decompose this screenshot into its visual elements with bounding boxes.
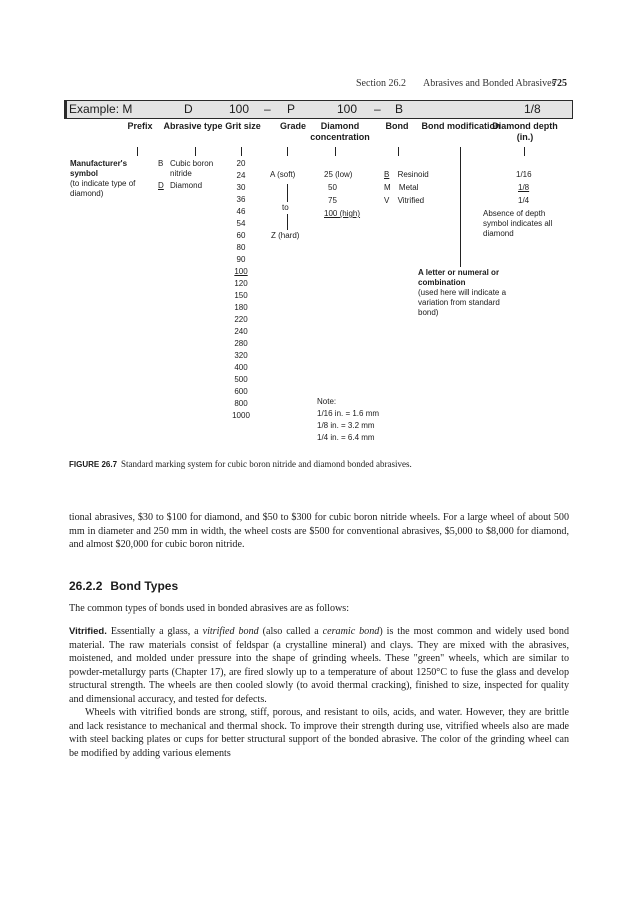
grit-size: 54 [236,219,246,228]
section-heading [69,579,186,593]
bond-stem [398,147,399,156]
vitrified-text-a: Essentially a glass, a [110,626,203,637]
conversion-note [317,397,379,445]
running-header-title: Abrasives and Bonded Abrasives [423,78,556,89]
depth-value: 1/16 [516,170,532,179]
col-prefix: Prefix [127,121,153,131]
example-bar [64,100,573,119]
vitrified-bond-term: vitrified bond [202,626,259,637]
bond-option-v [384,196,424,206]
grit-stem [241,147,242,156]
col-bond: Bond [385,121,409,131]
example-dash-2: – [374,102,381,116]
vitrified-text-c: ) is the most common and widely used bond material. The raw materials consist of feldspar (a crystalline mineral) and clays. They are mixed with the abrasives, moistened, and molded under pressure into the shape of grinding wheels. These "green" wheels, which are similar to powder-metallurgy parts (Chapter 17), are fired slowly up to a temperature of about 1250°C to fuse the glass and develop structural strength. The wheels are then cooled slowly (to avoid thermal cracking), finished to size, inspected for quality and dimensional accuracy, and tested for defects. [69,626,569,705]
abrasive-name-d: Diamond [170,181,203,190]
depth-value: 1/8 [518,183,530,192]
grit-size: 80 [236,243,246,252]
bond-option-b [384,170,429,180]
example-bond: B [395,102,404,116]
abrasive-code-b: B [158,159,164,168]
prefix-title: Manufacturer's symbol [70,159,128,178]
grit-size-list [226,158,256,422]
grit-size: 120 [234,279,248,288]
vitrified-text-b: (also called a [258,626,323,637]
vitrified-section [69,625,569,760]
grit-size: 600 [234,387,248,396]
concentration-high [324,209,360,219]
bond-name-m: Metal [398,183,419,192]
running-header-section: Section 26.2 [356,78,406,89]
vitrified-paragraph-2: Wheels with vitrified bonds are strong, stiff, porous, and resistant to oils, acids, and water. However, they are brittle and lack resistance to mechanical and thermal shock. To improve their strength during use, vitrified wheels also are made with steel backing plates or cups for better structural support of the bonded abrasive. The color of the grinding wheel can be modified by adding various elements [69,707,569,759]
vitrified-term: Vitrified. [69,626,107,637]
grade-stem-lower [287,214,288,230]
example-depth: 1/8 [524,102,541,116]
grade-hard: Z (hard) [271,231,300,240]
section-heading-number: 26.2.2 [69,579,103,593]
example-abrasive: D [184,102,193,116]
modification-title: A letter or numeral or combination [418,268,500,287]
grit-size: 220 [234,315,248,324]
figure-caption-label: FIGURE 26.7 [69,460,118,469]
grit-size: 46 [236,207,246,216]
bond-name-v: Vitrified [397,196,425,205]
prefix-stem [137,147,138,156]
grade-to: to [282,203,289,212]
bond-code-m: M [384,183,391,192]
modification-description [418,268,518,318]
bond-code-v: V [384,196,390,205]
bond-option-m [384,183,418,193]
concentration-stem [335,147,336,156]
concentration-high-label: 100 (high) [324,209,361,218]
grit-size: 60 [236,231,246,240]
abrasive-name-b: Cubic boron nitride [170,159,214,178]
grit-size: 30 [236,183,246,192]
grit-size: 20 [236,159,246,168]
abrasive-code-d: D [158,181,164,190]
bond-code-b: B [384,170,390,179]
modification-stem [460,147,461,267]
abrasive-stem [195,147,196,156]
depth-value: 1/4 [518,196,530,205]
concentration-value: 50 [328,183,337,192]
col-diamond-depth: Diamond depth (in.) [492,121,558,142]
grit-size: 400 [234,363,248,372]
grit-size: 150 [234,291,248,300]
col-bond-modification: Bond modification [421,121,501,131]
grit-size: 500 [234,375,248,384]
grit-size: 90 [236,255,246,264]
figure-caption-text: Standard marking system for cubic boron nitride and diamond bonded abrasives. [121,459,412,469]
ceramic-bond-term: ceramic bond [322,626,380,637]
grade-stem-upper [287,184,288,202]
example-grade: P [287,102,296,116]
note-line: 1/4 in. = 6.4 mm [317,433,375,442]
example-grit: 100 [229,102,250,116]
intro-text: tional abrasives, $30 to $100 for diamond, and $50 to $300 for cubic boron nitride wheels. For a large wheel of about 500 mm in diameter and 250 mm in width, the wheel costs are $500 for conventional abrasives, $5,000 to $8,000 for diamond, and almost $20,000 for cubic boron nitride. [69,512,569,550]
lead-paragraph [69,602,569,616]
col-diamond-concentration: Diamond concentration [310,121,370,142]
grit-size: 800 [234,399,248,408]
bond-name-b: Resinoid [397,170,429,179]
section-heading-title: Bond Types [110,579,179,593]
vitrified-paragraph-1 [69,625,569,706]
intro-paragraph [69,511,569,552]
note-line: 1/16 in. = 1.6 mm [317,409,380,418]
col-abrasive-type: Abrasive type [163,121,223,131]
grit-size: 1000 [232,411,250,420]
grit-size: 36 [236,195,246,204]
grit-size: 24 [236,171,246,180]
prefix-note: (to indicate type of diamond) [70,179,136,198]
modification-note: (used here will indicate a variation from standard bond) [418,288,507,317]
concentration-value: 75 [328,196,337,205]
grit-size: 180 [234,303,248,312]
example-dash-1: – [264,102,271,116]
figure-caption [69,458,569,471]
col-grade: Grade [279,121,306,131]
example-label: Example: M [69,102,133,116]
depth-stem [524,147,525,156]
grit-size: 240 [234,327,248,336]
grit-size: 100 [234,267,248,276]
note-line: 1/8 in. = 3.2 mm [317,421,375,430]
lead-text: The common types of bonds used in bonded abrasives are as follows: [69,603,350,614]
example-concentration: 100 [337,102,358,116]
page-number: 725 [552,78,567,89]
note-title: Note: [317,397,337,406]
depth-note: Absence of depth symbol indicates all diamond [483,209,553,238]
grit-size: 280 [234,339,248,348]
grade-stem-top [287,147,288,156]
grade-soft: A (soft) [270,170,296,179]
prefix-description [70,159,140,199]
grit-size: 320 [234,351,248,360]
concentration-low: 25 (low) [324,170,353,179]
col-grit-size: Grit size [225,121,261,131]
